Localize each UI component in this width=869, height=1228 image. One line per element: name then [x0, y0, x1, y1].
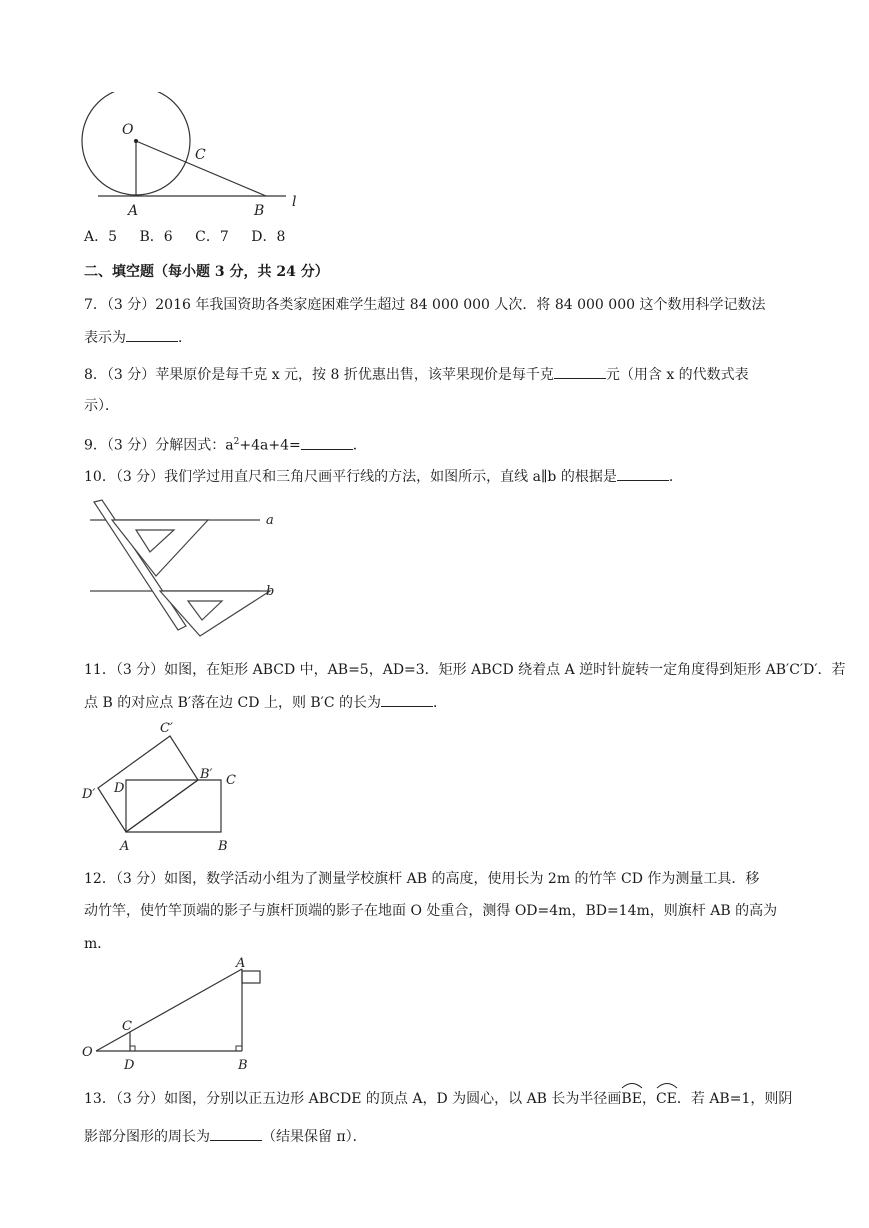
diagonal-ab-prime — [126, 780, 198, 832]
label-b: B — [218, 839, 228, 854]
q10-line — [84, 466, 683, 487]
q13-line2 — [84, 1126, 367, 1147]
q13-text2-after: （结果保留 π）． — [262, 1129, 367, 1145]
q7-answer-blank[interactable] — [126, 327, 178, 342]
q6-circle-tangent-figure — [78, 92, 308, 222]
label-c-prime: C′ — [160, 721, 173, 736]
option-a[interactable]: A．5 — [84, 229, 118, 245]
q13-sep: ， — [641, 1091, 656, 1107]
q9-answer-blank[interactable] — [301, 435, 353, 450]
q8-line1 — [84, 364, 749, 385]
q12-line2: 动竹竿，使竹竿顶端的影子与旗杆顶端的影子在地面 O 处重合，测得 OD=4m，BD=14m，则旗杆 AB 的高为 — [84, 903, 778, 919]
q11-answer-blank[interactable] — [381, 692, 433, 707]
q11-line2 — [84, 692, 447, 713]
label-b: B — [254, 203, 265, 219]
option-b[interactable]: B．6 — [139, 229, 173, 245]
arc-ce-icon — [656, 1081, 678, 1089]
label-c: C — [122, 1019, 132, 1034]
q7-period: ． — [178, 330, 192, 346]
q9-period: ． — [352, 437, 367, 454]
q9-text: 9．（3 分）分解因式：a — [84, 437, 234, 454]
rectangle-ab-c-d-prime — [98, 736, 198, 832]
section-heading: 二、填空题（每小题 3 分，共 24 分） — [84, 264, 329, 280]
label-a: A — [128, 203, 139, 219]
q9-expression: +4a+4= — [239, 437, 301, 454]
q11-line1: 11．（3 分）如图，在矩形 ABCD 中，AB=5，AD=3．矩形 ABCD 绕着点 A 逆时针旋转一定角度得到矩形 AB′C′D′．若 — [84, 662, 846, 678]
q11-period: ． — [433, 695, 448, 711]
point-o — [134, 139, 138, 143]
q12-line1: 12．（3 分）如图，数学活动小组为了测量学校旗杆 AB 的高度，使用长为 2m 的竹竿 CD 作为测量工具．移 — [84, 871, 760, 887]
label-b-prime: B′ — [200, 767, 213, 782]
q9-line — [84, 432, 367, 456]
label-o: O — [122, 122, 134, 138]
right-angle-b — [236, 1046, 242, 1051]
arc-be — [621, 1089, 642, 1109]
label-c: C — [226, 773, 236, 788]
label-d: D — [114, 781, 125, 796]
q13-line1 — [84, 1089, 792, 1109]
q13-text: 13．（3 分）如图，分别以正五边形 ABCDE 的顶点 A，D 为圆心，以 AB 长为半径画 — [84, 1091, 622, 1107]
label-d: D — [124, 1058, 135, 1073]
q10-text: 10．（3 分）我们学过用直尺和三角尺画平行线的方法，如图所示，直线 a∥b 的根据是 — [84, 469, 617, 485]
q8-text: 8．（3 分）苹果原价是每千克 x 元，按 8 折优惠出售，该苹果现价是每千克 — [84, 367, 554, 383]
label-a: a — [266, 513, 274, 528]
q7-line2 — [84, 327, 192, 348]
q9-exponent: 2 — [233, 437, 240, 447]
q13-answer-blank[interactable] — [210, 1126, 262, 1141]
q11-text: 点 B 的对应点 B′落在边 CD 上，则 B′C 的长为 — [84, 695, 382, 711]
arc-be-icon — [621, 1081, 643, 1089]
q11-rectangle-rotation-figure — [78, 718, 258, 858]
q7-text: 表示为 — [84, 330, 126, 346]
label-d-prime: D′ — [82, 787, 96, 802]
q7-line1: 7．（3 分）2016 年我国资助各类家庭困难学生超过 84 000 000 人次．将 84 000 000 这个数用科学记数法 — [84, 297, 766, 313]
q8-text-after: 元（用含 x 的代数式表 — [605, 367, 749, 383]
rectangle-abcd — [126, 780, 221, 832]
label-a: A — [120, 839, 130, 854]
label-b: B — [238, 1058, 248, 1073]
q8-answer-blank[interactable] — [554, 364, 606, 379]
q10-answer-blank[interactable] — [617, 466, 669, 481]
q10-period: ． — [668, 469, 683, 485]
arc-ce-label: CE — [655, 1091, 677, 1107]
label-o: O — [82, 1045, 93, 1060]
q12-flagpole-figure — [78, 955, 278, 1073]
q6-options — [84, 227, 303, 247]
q12-line3: m． — [84, 936, 112, 952]
shadow-line-oa — [96, 969, 242, 1051]
option-c[interactable]: C．7 — [195, 229, 229, 245]
arc-ce — [656, 1089, 677, 1109]
q8-line2: 示）． — [84, 398, 119, 414]
label-c: C — [195, 147, 206, 163]
q13-text2: 影部分图形的周长为 — [84, 1129, 210, 1145]
arc-be-label: BE — [621, 1091, 642, 1107]
label-a: A — [236, 956, 246, 971]
right-angle-d — [130, 1046, 135, 1051]
q13-text-after: ．若 AB=1，则阴 — [676, 1091, 793, 1107]
option-d[interactable]: D．8 — [251, 229, 286, 245]
flag — [242, 971, 260, 983]
label-b: b — [266, 584, 275, 599]
label-l: l — [292, 194, 297, 210]
q10-parallel-lines-figure — [84, 498, 294, 640]
